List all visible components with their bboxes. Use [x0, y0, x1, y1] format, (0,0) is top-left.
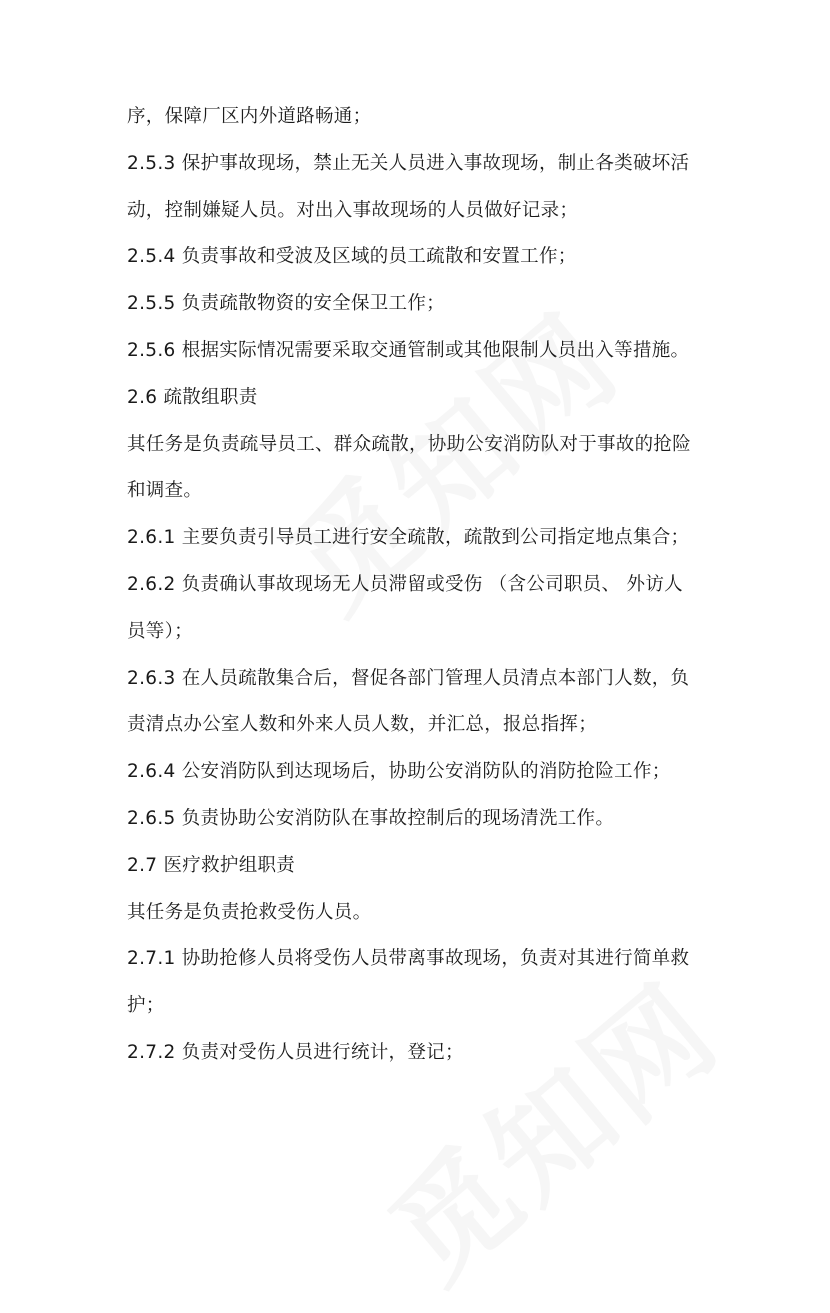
text-line: 2.6.2 负责确认事故现场无人员滞留或受伤 （含公司职员、 外访人	[127, 573, 683, 595]
text-line: 2.7.1 协助抢修人员将受伤人员带离事故现场，负责对其进行简单救	[127, 948, 690, 970]
section-heading: 2.6 疏散组职责	[127, 386, 258, 408]
text-line: 2.7.2 负责对受伤人员进行统计，登记；	[127, 1041, 464, 1063]
text-line: 责清点办公室人数和外来人员人数，并汇总，报总指挥；	[127, 714, 598, 736]
text-line: 其任务是负责疏导员工、群众疏散，协助公安消防队对于事故的抢险	[127, 433, 692, 455]
text-line: 动，控制嫌疑人员。对出入事故现场的人员做好记录；	[127, 199, 579, 221]
text-line: 2.6.4 公安消防队到达现场后，协助公安消防队的消防抢险工作；	[127, 761, 671, 783]
text-line: 2.5.4 负责事故和受波及区域的员工疏散和安置工作；	[127, 246, 577, 268]
text-line: 2.6.3 在人员疏散集合后，督促各部门管理人员清点本部门人数，负	[127, 667, 690, 689]
text-line: 和调查。	[127, 480, 203, 502]
text-line: 2.5.3 保护事故现场，禁止无关人员进入事故现场，制止各类破坏活	[127, 152, 690, 174]
text-line: 护；	[127, 995, 165, 1017]
document-body	[127, 106, 717, 1089]
text-line: 2.5.6 根据实际情况需要采取交通管制或其他限制人员出入等措施。	[127, 339, 690, 361]
text-line: 2.6.1 主要负责引导员工进行安全疏散，疏散到公司指定地点集合；	[127, 527, 690, 549]
text-line: 序，保障厂区内外道路畅通；	[127, 106, 372, 127]
text-line: 其任务是负责抢救受伤人员。	[127, 901, 372, 923]
text-line: 2.5.5 负责疏散物资的安全保卫工作；	[127, 293, 445, 315]
text-line: 2.6.5 负责协助公安消防队在事故控制后的现场清洗工作。	[127, 807, 615, 829]
text-line: 员等）；	[127, 620, 193, 642]
section-heading: 2.7 医疗救护组职责	[127, 854, 296, 876]
